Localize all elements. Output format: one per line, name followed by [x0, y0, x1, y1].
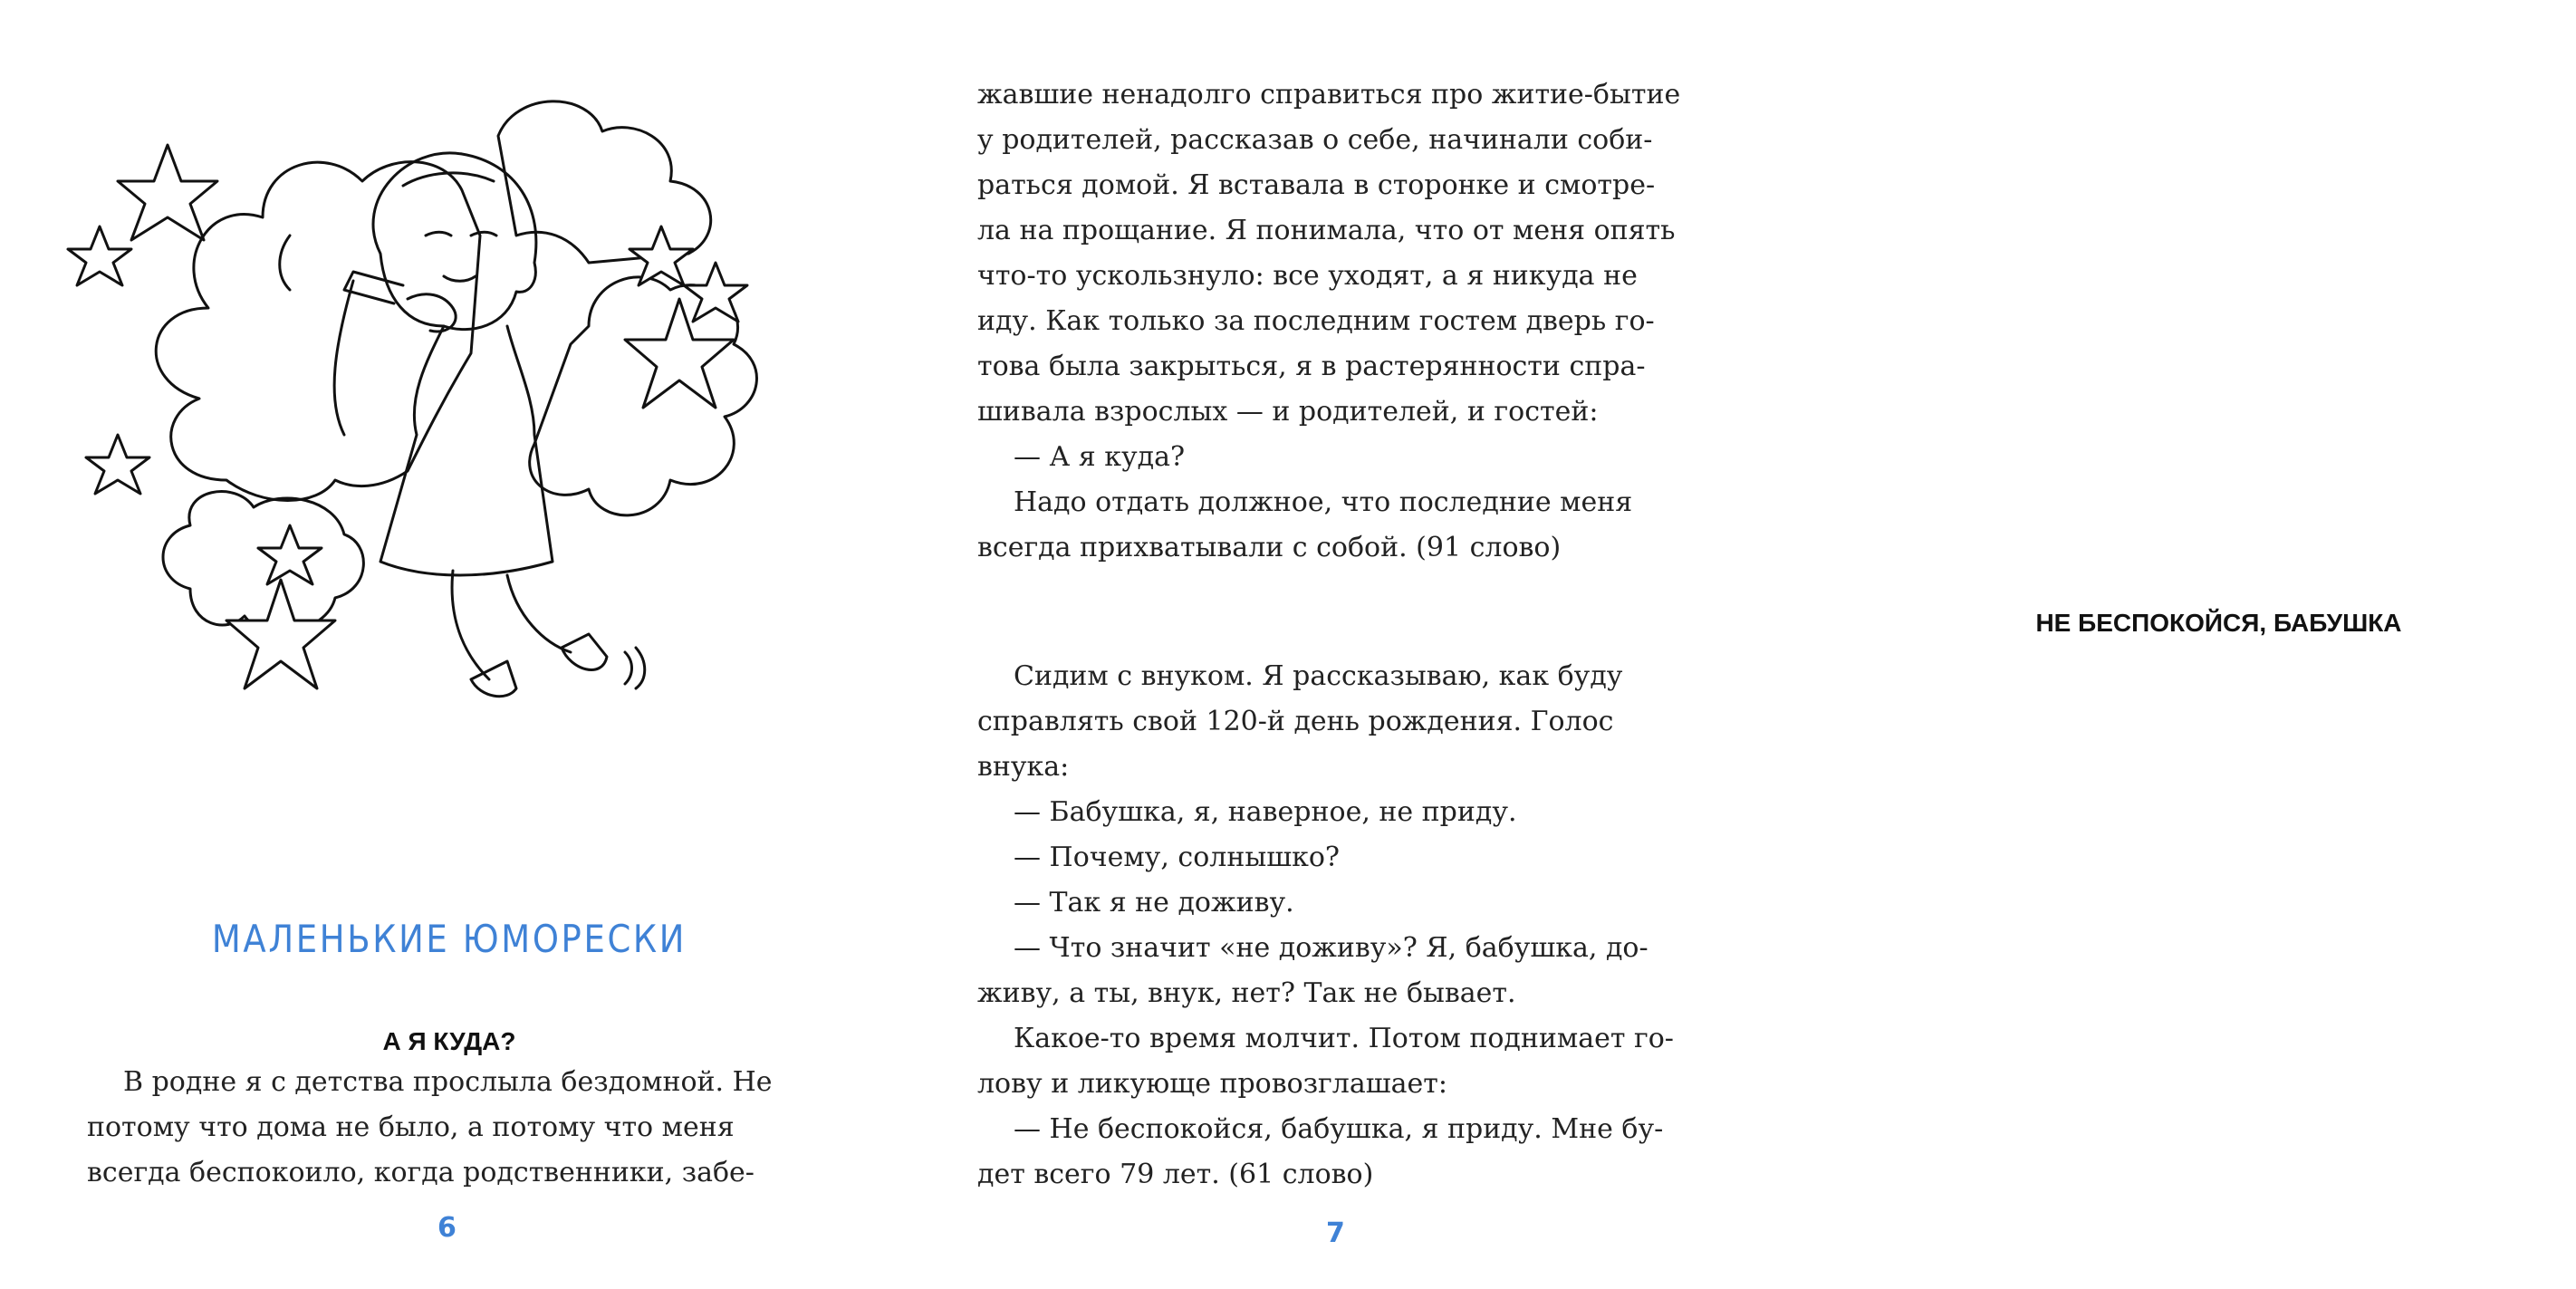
- right-page: [884, 0, 2402, 1289]
- text-line: лову и ликующе провозглашает:: [977, 1068, 1447, 1100]
- girl-illustration: [82, 54, 824, 707]
- text-line: шивала взрослых — и родителей, и гостей:: [977, 396, 1599, 428]
- text-line: — Почему, солнышко?: [1014, 842, 1340, 873]
- text-line: това была закрыться, я в растерянности спра-: [977, 351, 1646, 382]
- section-title: МАЛЕНЬКИЕ ЮМОРЕСКИ: [211, 917, 687, 961]
- text-line: у родителей, рассказав о себе, начинали соби-: [977, 124, 1653, 156]
- text-line: — А я куда?: [1014, 441, 1186, 473]
- text-line: всегда прихватывали с собой. (91 слово): [977, 532, 1562, 563]
- page-number: 7: [1326, 1217, 1345, 1249]
- text-line: дет всего 79 лет. (61 слово): [977, 1159, 1374, 1190]
- story-title: А Я КУДА?: [382, 1027, 516, 1055]
- text-line: что-то ускользнуло: все уходят, а я никуда не: [977, 260, 1638, 292]
- text-line: раться домой. Я вставала в сторонке и смотре-: [977, 169, 1656, 201]
- text-line: ла на прощание. Я понимала, что от меня опять: [977, 215, 1676, 246]
- text-line: В родне я с детства прослыла бездомной. Не: [123, 1066, 773, 1098]
- text-line: справлять свой 120-й день рождения. Голос: [977, 706, 1614, 737]
- text-line: потому что дома не было, а потому что меня: [87, 1111, 735, 1143]
- text-line: — Бабушка, я, наверное, не приду.: [1014, 796, 1517, 828]
- text-line: живу, а ты, внук, нет? Так не бывает.: [977, 977, 1516, 1009]
- text-line: — Что значит «не доживу»? Я, бабушка, до-: [1014, 932, 1648, 964]
- text-line: — Не беспокойся, бабушка, я приду. Мне бу-: [1014, 1113, 1664, 1145]
- text-line: иду. Как только за последним гостем дверь го-: [977, 305, 1655, 337]
- text-line: — Так я не доживу.: [1014, 887, 1294, 919]
- illustration: [82, 54, 824, 707]
- story-title: НЕ БЕСПОКОЙСЯ, БАБУШКА: [2035, 609, 2402, 637]
- text-line: внука:: [977, 751, 1070, 783]
- page-number: 6: [437, 1212, 457, 1244]
- text-line: всегда беспокоило, когда родственники, забе-: [87, 1157, 755, 1188]
- text-line: Какое-то время молчит. Потом поднимает го-: [1014, 1023, 1674, 1054]
- text-line: жавшие ненадолго справиться про житие-бытие: [977, 79, 1681, 111]
- text-line: Сидим с внуком. Я рассказываю, как буду: [1014, 660, 1623, 692]
- text-line: Надо отдать должное, что последние меня: [1014, 486, 1633, 518]
- left-page: [0, 0, 884, 1289]
